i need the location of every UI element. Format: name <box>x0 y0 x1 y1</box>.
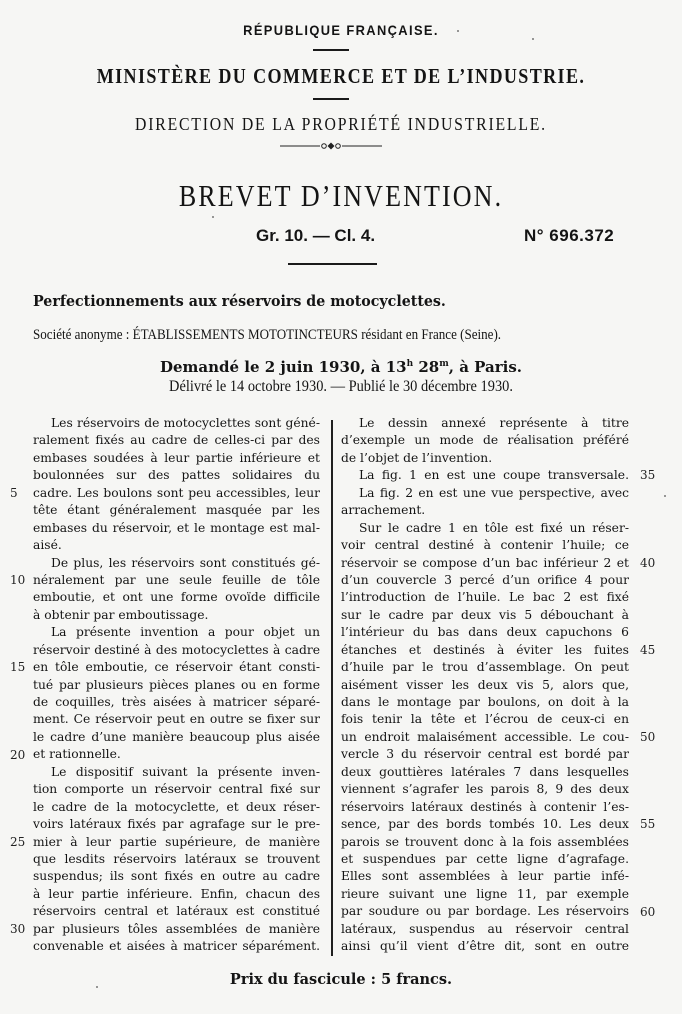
text-line: tion comporte un réservoir central fixé sur <box>33 782 320 797</box>
text-line: parois se trouvent donc à la fois assemblées <box>341 834 629 849</box>
text-line: que lesdits réservoirs latéraux se trouvent <box>33 851 320 866</box>
text-line: en tôle emboutie, ce réservoir étant consti- <box>33 660 320 675</box>
text-line: voirs latéraux fixés par agrafage sur le pre- <box>33 817 320 832</box>
text-line: aisé. <box>33 538 62 553</box>
text-line: à obtenir par emboutissage. <box>33 607 209 622</box>
text-line: Elles sont assemblées à leur partie infé- <box>341 869 629 884</box>
patent-title: Perfectionnements aux réservoirs de motocyclettes. <box>33 293 446 310</box>
text-line: dans le montage par boulons, on doit à la <box>341 695 629 709</box>
text-line: d’huile par le trou d’assemblage. On peut <box>341 660 629 675</box>
margin-line-number: 30 <box>10 922 26 937</box>
text-line: étanches et destinés à éviter les fuites <box>341 642 629 657</box>
text-line: par soudure ou par bordage. Les réservoirs <box>341 904 629 919</box>
scan-speck <box>532 38 534 40</box>
text-line: suspendus; ils sont fixés en outre au cadre <box>33 869 320 884</box>
margin-line-number: 5 <box>10 485 18 500</box>
text-line: à leur partie inférieure. Enfin, chacun des <box>33 886 320 901</box>
text-line: embases du réservoir, et le montage est mal- <box>33 520 320 535</box>
text-line: réservoirs central et latéraux est constitué <box>33 904 320 919</box>
header-rule-2 <box>313 98 349 100</box>
price-footer: Prix du fascicule : 5 francs. <box>229 971 453 988</box>
filing-place: , à Paris. <box>448 358 523 376</box>
text-line: de coquilles, très aisées à matricer séparé- <box>33 695 320 709</box>
text-line: tête étant généralement masquée par les <box>33 503 320 518</box>
header-rule-1 <box>313 49 349 51</box>
text-line: cadre. Les boulons sont peu accessibles, leur <box>33 485 320 500</box>
header-republic: RÉPUBLIQUE FRANÇAISE. <box>243 22 439 38</box>
text-line: Les réservoirs de motocyclettes sont géné- <box>51 416 320 430</box>
text-line: le cadre d’une manière beaucoup plus aisée <box>33 729 320 744</box>
margin-line-number: 10 <box>10 573 26 588</box>
margin-line-number: 60 <box>640 904 656 919</box>
text-line: et suspendues par cette ligne d’agrafage. <box>341 851 629 866</box>
header-ministry: MINISTÈRE DU COMMERCE ET DE L’INDUSTRIE. <box>96 64 586 88</box>
text-line: et rationnelle. <box>33 747 121 762</box>
text-line: d’un couvercle 3 percé d’un orifice 4 pour <box>341 572 629 587</box>
patent-owner: Société anonyme : ÉTABLISSEMENTS MOTOTINCTEURS résidant en France (Seine). <box>33 327 502 343</box>
text-line: d’exemple un mode de réalisation préféré <box>341 433 629 448</box>
document-type-title: BREVET D’INVENTION. <box>178 178 504 213</box>
filing-hour-unit: h <box>406 359 414 369</box>
patent-number: N° 696.372 <box>524 226 615 245</box>
text-line: latéraux, suspendus au réservoir central <box>341 921 629 936</box>
text-line: tué par plusieurs pièces planes ou en forme <box>33 677 320 692</box>
text-line: viennent s’agrafer les parois 8, 9 des deux <box>341 782 629 797</box>
text-line: l’intérieur du bas dans deux capuchons 6 <box>341 625 629 640</box>
text-line: ainsi qu’il vient d’être dit, sont en outre <box>341 939 629 954</box>
margin-line-number: 55 <box>640 817 656 832</box>
text-line: embases soudées à leur partie inférieure et <box>33 450 320 465</box>
text-line: de l’objet de l’invention. <box>341 450 493 465</box>
text-line: rieure suivant une ligne 11, par exemple <box>341 886 629 901</box>
text-line: réservoirs latéraux destinés à contenir l’es- <box>341 799 629 814</box>
text-line: ralement fixés au cadre de celles-ci par des <box>33 433 320 448</box>
text-line: boulonnées sur des pattes solidaires du <box>33 468 320 483</box>
text-line: ment. Ce réservoir peut en outre se fixer sur <box>33 712 320 727</box>
margin-line-number: 40 <box>640 555 656 570</box>
text-line: deux gouttières latérales 7 dans lesquelles <box>341 764 629 779</box>
text-line: aisément visser les deux vis 5, alors que, <box>341 677 629 692</box>
margin-line-number: 15 <box>10 660 26 675</box>
margin-line-number: 25 <box>10 834 26 849</box>
text-line: De plus, les réservoirs sont constitués gé- <box>51 555 320 570</box>
column-divider <box>331 420 333 956</box>
text-line: convenable et aisées à matricer séparément. <box>33 939 320 954</box>
text-line: La fig. 2 en est une vue perspective, avec <box>359 485 629 500</box>
header-direction: DIRECTION DE LA PROPRIÉTÉ INDUSTRIELLE. <box>135 114 547 134</box>
filing-date <box>0 358 682 376</box>
text-line: par plusieurs tôles assemblées de manière <box>33 921 320 936</box>
text-line: mier à leur partie supérieure, de manière <box>33 834 320 849</box>
text-line: vercle 3 du réservoir central est bordé par <box>341 747 629 762</box>
text-line: Le dispositif suivant la présente inven- <box>51 764 320 779</box>
text-line: un endroit malaisément accessible. Le cou- <box>341 729 629 744</box>
text-line: arrachement. <box>341 503 426 518</box>
text-line: fois tenir la tête et l’écrou de ceux-ci en <box>341 712 629 727</box>
body-column-right <box>341 415 629 956</box>
text-line: sur le cadre par deux vis 5 débouchant à <box>341 607 629 622</box>
scan-speck <box>96 986 98 988</box>
text-line: néralement par une seule feuille de tôle <box>33 572 320 587</box>
margin-line-number: 35 <box>640 468 656 483</box>
margin-line-number: 20 <box>10 747 26 762</box>
issued-published-dates: Délivré le 14 octobre 1930. — Publié le 30 décembre 1930. <box>169 378 513 395</box>
text-line: réservoir se compose d’un bac inférieur 2 et <box>341 555 629 570</box>
scan-speck <box>457 30 459 32</box>
body-column-left <box>33 415 320 956</box>
text-line: l’introduction de l’huile. Le bac 2 est fixé <box>341 590 629 605</box>
filing-minutes: 28 <box>413 358 440 376</box>
margin-line-number: 45 <box>640 642 656 657</box>
text-line: emboutie, et ont une forme ovoïde difficile <box>33 590 320 605</box>
scan-speck <box>664 495 666 497</box>
ornament-divider-icon <box>280 141 382 151</box>
text-line: voir central destiné à contenir l’huile; ce <box>341 538 629 553</box>
text-line: sence, par des bords tombés 10. Les deux <box>341 817 629 832</box>
text-line: Sur le cadre 1 en tôle est fixé un réser- <box>359 520 629 535</box>
text-line: La présente invention a pour objet un <box>51 625 320 640</box>
text-line: le cadre de la motocyclette, et deux réser- <box>33 799 320 814</box>
header-rule-3 <box>288 263 377 265</box>
scan-speck <box>212 216 214 218</box>
text-line: La fig. 1 en est une coupe transversale. <box>359 468 629 483</box>
filing-date-prefix: Demandé le 2 juin 1930, à 13 <box>159 358 407 376</box>
filing-minute-unit: m <box>439 359 449 369</box>
group-class: Gr. 10. — Cl. 4. <box>256 226 376 245</box>
text-line: réservoir destiné à des motocyclettes à cadre <box>33 642 320 657</box>
text-line: Le dessin annexé représente à titre <box>359 416 629 430</box>
margin-line-number: 50 <box>640 730 656 745</box>
